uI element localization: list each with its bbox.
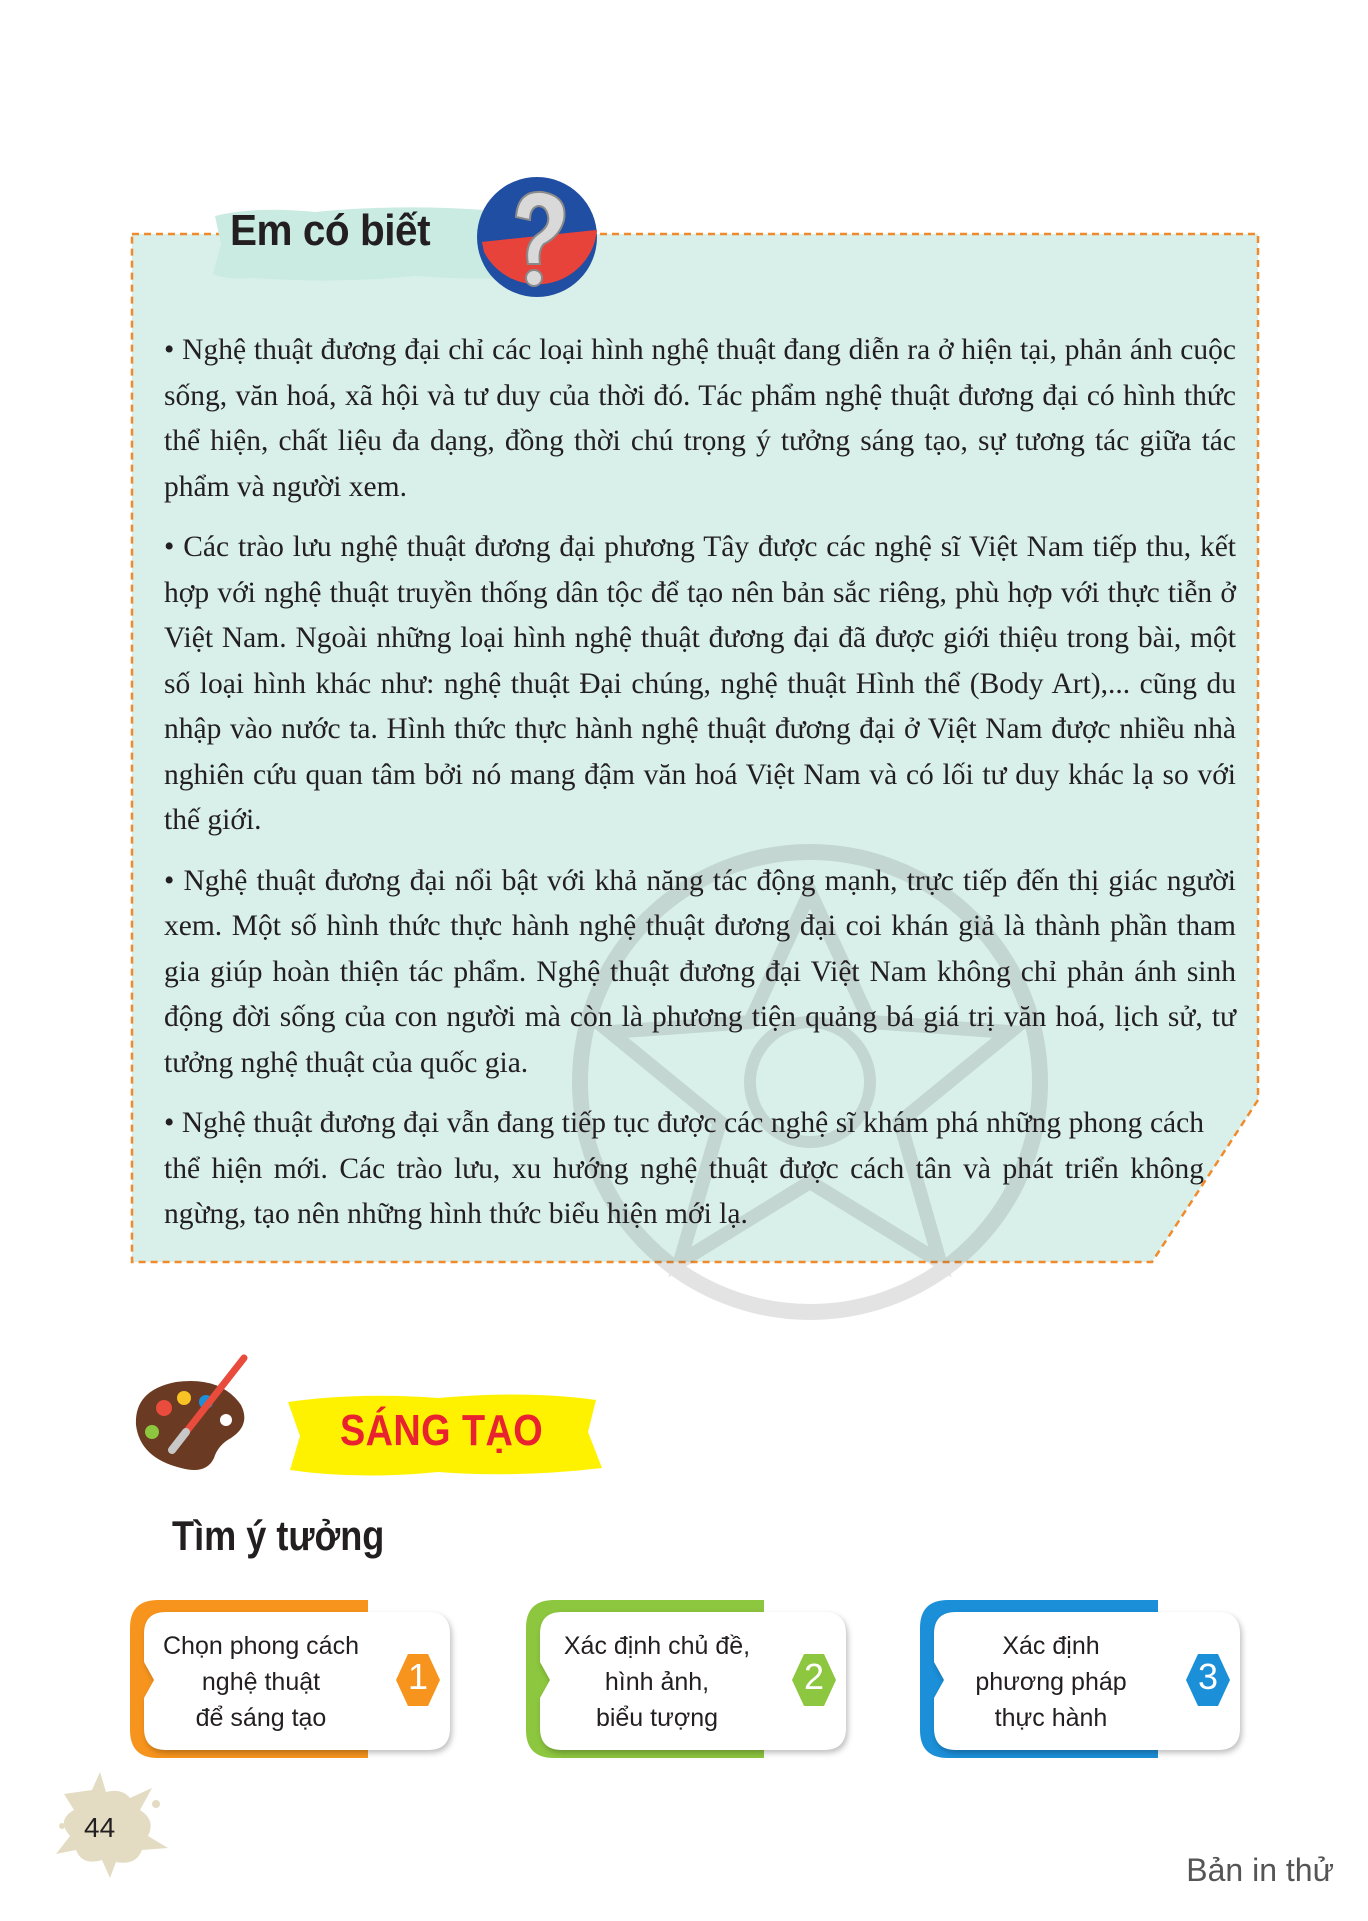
info-box-body (164, 328, 1236, 1253)
paint-palette-icon (126, 1350, 256, 1480)
step-card-2 (524, 1598, 854, 1768)
step-label: Xác định chủ đề, hình ảnh, biểu tượng (563, 1632, 751, 1732)
step-number: 1 (407, 1656, 429, 1697)
info-box-title: Em có biết (230, 206, 431, 255)
step-card-3 (918, 1598, 1248, 1768)
info-paragraph: • Các trào lưu nghệ thuật đương đại phương Tây được các nghệ sĩ Việt Nam tiếp thu, kết hợp với nghệ thuật truyền thống dân tộc để tạo nên bản sắc riêng, phù hợp với thực tiễn ở Việt Nam. Ngoài những loại hình nghệ thuật đương đại đã được giới thiệu trong bài, một số loại hình khác như: nghệ thuật Đại chúng, nghệ thuật Hình thể (Body Art),... cũng du nhập vào nước ta. Hình thức thực hành nghệ thuật đương đại ở Việt Nam được nhiều nhà nghiên cứu quan tâm bởi nó mang đậm văn hoá Việt Nam và có lối tư duy khác lạ so với thế giới. (164, 531, 1236, 836)
step-label: Xác định phương pháp thực hành (975, 1632, 1127, 1732)
page-number: 44 (84, 1812, 116, 1843)
question-mark-icon (472, 172, 602, 302)
step-card-1 (128, 1598, 458, 1768)
info-paragraph: • Nghệ thuật đương đại chỉ các loại hình nghệ thuật đang diễn ra ở hiện tại, phản ánh cuộc sống, văn hoá, xã hội và tư duy của thời đó. Tác phẩm nghệ thuật đương đại có hình thức thể hiện, chất liệu đa dạng, đồng thời chú trọng ý tưởng sáng tạo, sự tương tác giữa tác phẩm và người xem. (164, 334, 1236, 503)
info-paragraph: • Nghệ thuật đương đại vẫn đang tiếp tục được các nghệ sĩ khám phá những phong cách thể hiện mới. Các trào lưu, xu hướng nghệ thuật được cách tân và phát triển không ngừng, tạo nên những hình thức biểu hiện mới lạ. (164, 1107, 1204, 1230)
step-number: 3 (1197, 1656, 1219, 1697)
step-number: 2 (803, 1656, 825, 1697)
step-label: Chọn phong cách nghệ thuật để sáng tạo (163, 1632, 359, 1732)
info-paragraph: • Nghệ thuật đương đại nổi bật với khả năng tác động mạnh, trực tiếp đến thị giác người xem. Một số hình thức thực hành nghệ thuật đương đại coi khán giả là thành phần tham gia giúp hoàn thiện tác phẩm. Nghệ thuật đương đại Việt Nam không chỉ phản ánh sinh động đời sống của con người mà còn là phương tiện quảng bá giá trị văn hoá, lịch sử, tư tưởng nghệ thuật của quốc gia. (164, 864, 1236, 1079)
did-you-know-box (130, 206, 1270, 1272)
draft-label: Bản in thử (1186, 1852, 1334, 1888)
section-subtitle: Tìm ý tưởng (172, 1512, 385, 1559)
section-title: SÁNG TẠO (340, 1406, 544, 1455)
